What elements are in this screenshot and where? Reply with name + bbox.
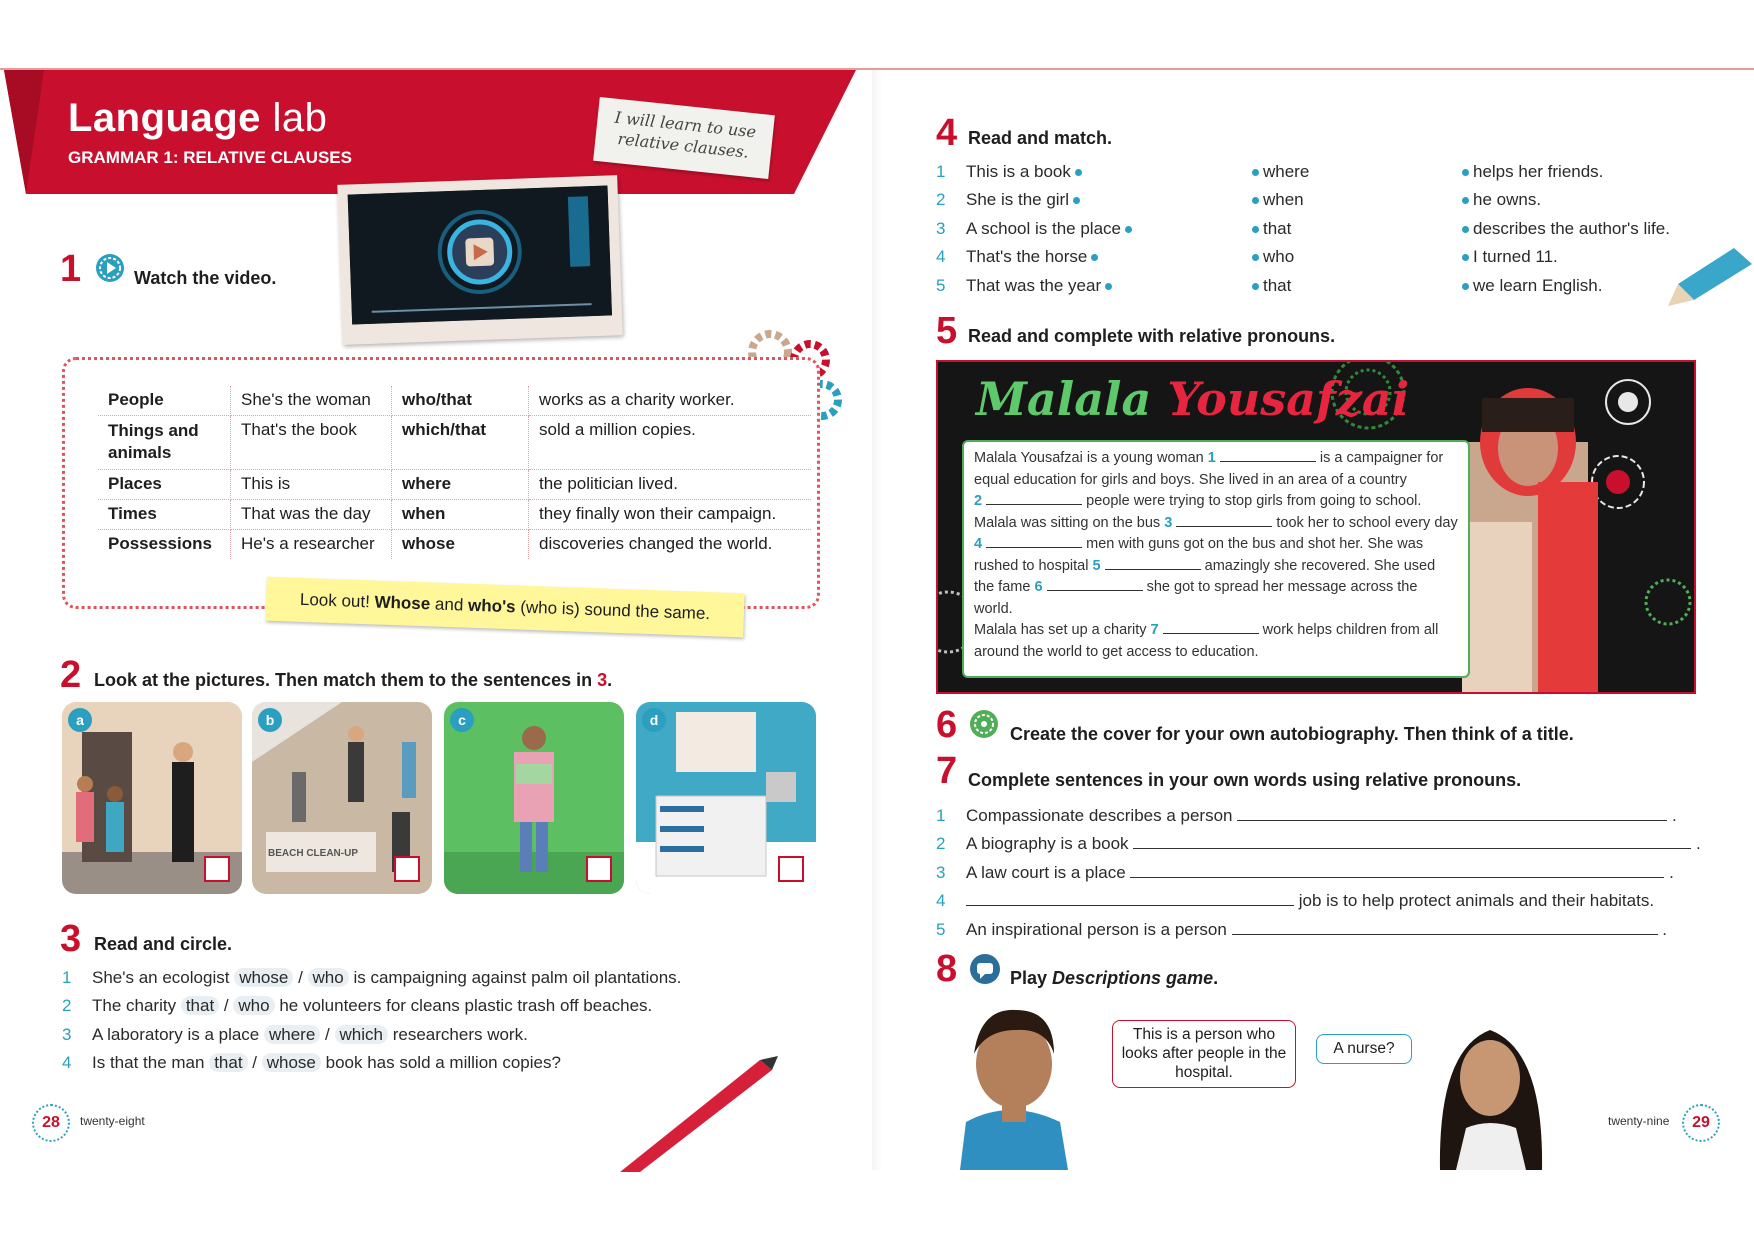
match-dot[interactable] — [1091, 254, 1098, 261]
play-button-icon[interactable] — [354, 326, 364, 336]
ex8-number: 8 — [936, 948, 958, 990]
match-dot[interactable] — [1252, 254, 1259, 261]
match-dot[interactable] — [1252, 226, 1259, 233]
speaking-task-icon — [968, 952, 1002, 986]
page-title: Language lab — [68, 96, 328, 140]
option-2[interactable]: who — [233, 996, 274, 1015]
ex4-number: 4 — [936, 112, 958, 154]
match-middle: who — [1248, 247, 1294, 267]
pronoun-cell: which/that — [392, 416, 529, 470]
picture-c — [444, 702, 624, 894]
blank-7[interactable] — [1163, 621, 1259, 634]
learning-goal-note: I will learn to use relative clauses. — [593, 97, 775, 179]
match-row: 5 That was the year — [936, 276, 1116, 296]
match-dot[interactable] — [1252, 169, 1259, 176]
match-right: I turned 11. — [1458, 247, 1558, 267]
answer-line[interactable] — [1133, 834, 1691, 849]
malala-title: Malala Yousafzai — [976, 372, 1410, 426]
answer-line[interactable] — [1130, 863, 1664, 878]
answer-box[interactable] — [778, 856, 804, 882]
table-row — [98, 386, 811, 416]
table-row — [98, 416, 811, 470]
category-cell: Times — [98, 500, 231, 530]
end-cell: they finally won their campaign. — [529, 500, 812, 530]
match-row: 2 She is the girl — [936, 190, 1084, 210]
category-cell: People — [98, 386, 231, 416]
ex7-item: 5 An inspirational person is a person . — [936, 920, 1668, 939]
match-dot[interactable] — [1252, 197, 1259, 204]
ex3-instruction: Read and circle. — [94, 934, 233, 954]
start-cell: She's the woman — [231, 386, 392, 416]
page-gutter — [872, 70, 882, 1170]
match-dot[interactable] — [1075, 169, 1082, 176]
blank-1[interactable] — [1220, 449, 1316, 462]
option-1[interactable]: whose — [234, 968, 293, 987]
ex1-instruction: Watch the video. — [134, 268, 277, 288]
option-2[interactable]: which — [335, 1025, 388, 1044]
category-cell: Things and animals — [98, 416, 231, 470]
boy-photo — [950, 1002, 1080, 1170]
match-dot[interactable] — [1105, 283, 1112, 290]
end-cell: discoveries changed the world. — [539, 534, 773, 553]
ex1-number: 1 — [60, 248, 82, 290]
girl-photo — [1420, 1010, 1560, 1170]
ex5-instruction: Read and complete with relative pronouns. — [968, 326, 1336, 346]
ex4-instruction: Read and match. — [968, 128, 1113, 148]
picture-label: d — [642, 708, 666, 732]
end-cell: the politician lived. — [529, 470, 812, 500]
pencil-icon — [1664, 244, 1754, 308]
blank-3[interactable] — [1176, 514, 1272, 527]
picture-b — [252, 702, 432, 894]
picture-label: b — [258, 708, 282, 732]
match-dot[interactable] — [1073, 197, 1080, 204]
picture-label: a — [68, 708, 92, 732]
ex3-item: 3 A laboratory is a place where / which researchers work. — [62, 1025, 528, 1044]
pronoun-cell: whose — [392, 530, 529, 560]
start-cell: This is — [231, 470, 392, 500]
blank-4[interactable] — [986, 535, 1082, 548]
ex8-instruction: Play Descriptions game. — [1010, 968, 1219, 988]
pronoun-cell: when — [392, 500, 529, 530]
match-dot[interactable] — [1252, 283, 1259, 290]
match-middle: that — [1248, 219, 1291, 239]
answer-box[interactable] — [586, 856, 612, 882]
option-2[interactable]: who — [308, 968, 349, 987]
create-task-icon — [968, 708, 1000, 740]
picture-label: c — [450, 708, 474, 732]
match-right: helps her friends. — [1458, 162, 1603, 182]
lookout-note: Look out! Whose and who's (who is) sound the same. — [265, 577, 744, 638]
ex7-item: 2 A biography is a book . — [936, 834, 1701, 853]
match-right: he owns. — [1458, 190, 1541, 210]
video-player[interactable] — [337, 175, 622, 345]
match-right: describes the author's life. — [1458, 219, 1670, 239]
pen-icon — [610, 1054, 780, 1172]
match-dot[interactable] — [1462, 254, 1469, 261]
grammar-table — [98, 386, 811, 559]
pronoun-cell: where — [392, 470, 529, 500]
match-middle: where — [1248, 162, 1309, 182]
end-cell: works as a charity worker. — [529, 386, 812, 416]
ex7-instruction: Complete sentences in your own words using relative pronouns. — [968, 770, 1522, 790]
page-number: 28 — [32, 1104, 70, 1142]
video-task-icon — [94, 252, 126, 284]
category-cell: Possessions — [98, 530, 231, 560]
ex3-item: 4 Is that the man that / whose book has sold a million copies? — [62, 1053, 561, 1072]
ex3-number: 3 — [60, 918, 82, 960]
video-screen — [348, 186, 612, 325]
ex7-number: 7 — [936, 750, 958, 792]
page-number: 29 — [1682, 1104, 1720, 1142]
pronoun-cell: who/that — [392, 386, 529, 416]
ex7-item: 3 A law court is a place . — [936, 863, 1674, 882]
table-row — [98, 470, 811, 500]
match-middle: when — [1248, 190, 1304, 210]
picture-a — [62, 702, 242, 894]
table-row — [98, 500, 811, 530]
picture-d — [636, 702, 816, 894]
match-dot[interactable] — [1462, 283, 1469, 290]
blank-2[interactable] — [986, 492, 1082, 505]
end-cell: sold a million copies. — [529, 416, 812, 470]
ex7-item: 1 Compassionate describes a person . — [936, 806, 1677, 825]
match-row: 3 A school is the place — [936, 219, 1136, 239]
speech-bubble-girl: A nurse? — [1316, 1034, 1412, 1064]
blank-6[interactable] — [1047, 578, 1143, 591]
match-row: 1 This is a book — [936, 162, 1086, 182]
match-dot[interactable] — [1125, 226, 1132, 233]
option-2[interactable]: whose — [262, 1053, 321, 1072]
ex6-instruction: Create the cover for your own autobiography. Then think of a title. — [1010, 724, 1574, 744]
start-cell: That's the book — [231, 416, 392, 470]
ex3-item: 2 The charity that / who he volunteers for cleans plastic trash off beaches. — [62, 996, 653, 1015]
answer-line[interactable] — [1232, 920, 1658, 935]
ex5-number: 5 — [936, 310, 958, 352]
ex2-instruction: Look at the pictures. Then match them to the sentences in 3. — [94, 670, 613, 690]
answer-box[interactable] — [394, 856, 420, 882]
answer-line[interactable] — [966, 891, 1294, 906]
ex7-item: 4 job is to help protect animals and their habitats. — [936, 891, 1655, 910]
answer-line[interactable] — [1237, 806, 1667, 821]
start-cell: He's a researcher — [231, 530, 392, 560]
start-cell: That was the day — [231, 500, 392, 530]
page-number-word: twenty-nine — [1608, 1114, 1670, 1128]
option-1[interactable]: that — [209, 1053, 247, 1072]
beach-sign: BEACH CLEAN-UP — [268, 848, 358, 859]
table-row — [98, 530, 811, 560]
match-middle: that — [1248, 276, 1291, 296]
speech-bubble-boy: This is a person who looks after people in the hospital. — [1112, 1020, 1296, 1088]
page-number-word: twenty-eight — [80, 1114, 145, 1128]
blank-5[interactable] — [1105, 557, 1201, 570]
option-1[interactable]: that — [181, 996, 219, 1015]
malala-text: Malala Yousafzai is a young woman 1 is a campaigner for equal education for girls and boys. She lived in an area of a country 2 people were trying to stop girls from going to school. Malala was sitting on the bus 3 took her to school every day 4 men with guns got on the bus and shot her. She was rushed to hospital 5 amazingly she recovered. She used the fame 6 she got to spread her message across the world. Malala has set up a charity 7 work helps children from all around the world to get access to education. — [962, 440, 1470, 678]
page-subtitle: GRAMMAR 1: RELATIVE CLAUSES — [68, 148, 352, 167]
ex6-number: 6 — [936, 704, 958, 746]
category-cell: Places — [98, 470, 231, 500]
ex3-item: 1 She's an ecologist whose / who is campaigning against palm oil plantations. — [62, 968, 682, 987]
match-right: we learn English. — [1458, 276, 1602, 296]
match-row: 4 That's the horse — [936, 247, 1102, 267]
match-dot[interactable] — [1462, 197, 1469, 204]
answer-box[interactable] — [204, 856, 230, 882]
option-1[interactable]: where — [264, 1025, 320, 1044]
ex2-number: 2 — [60, 654, 82, 696]
match-dot[interactable] — [1462, 226, 1469, 233]
match-dot[interactable] — [1462, 169, 1469, 176]
